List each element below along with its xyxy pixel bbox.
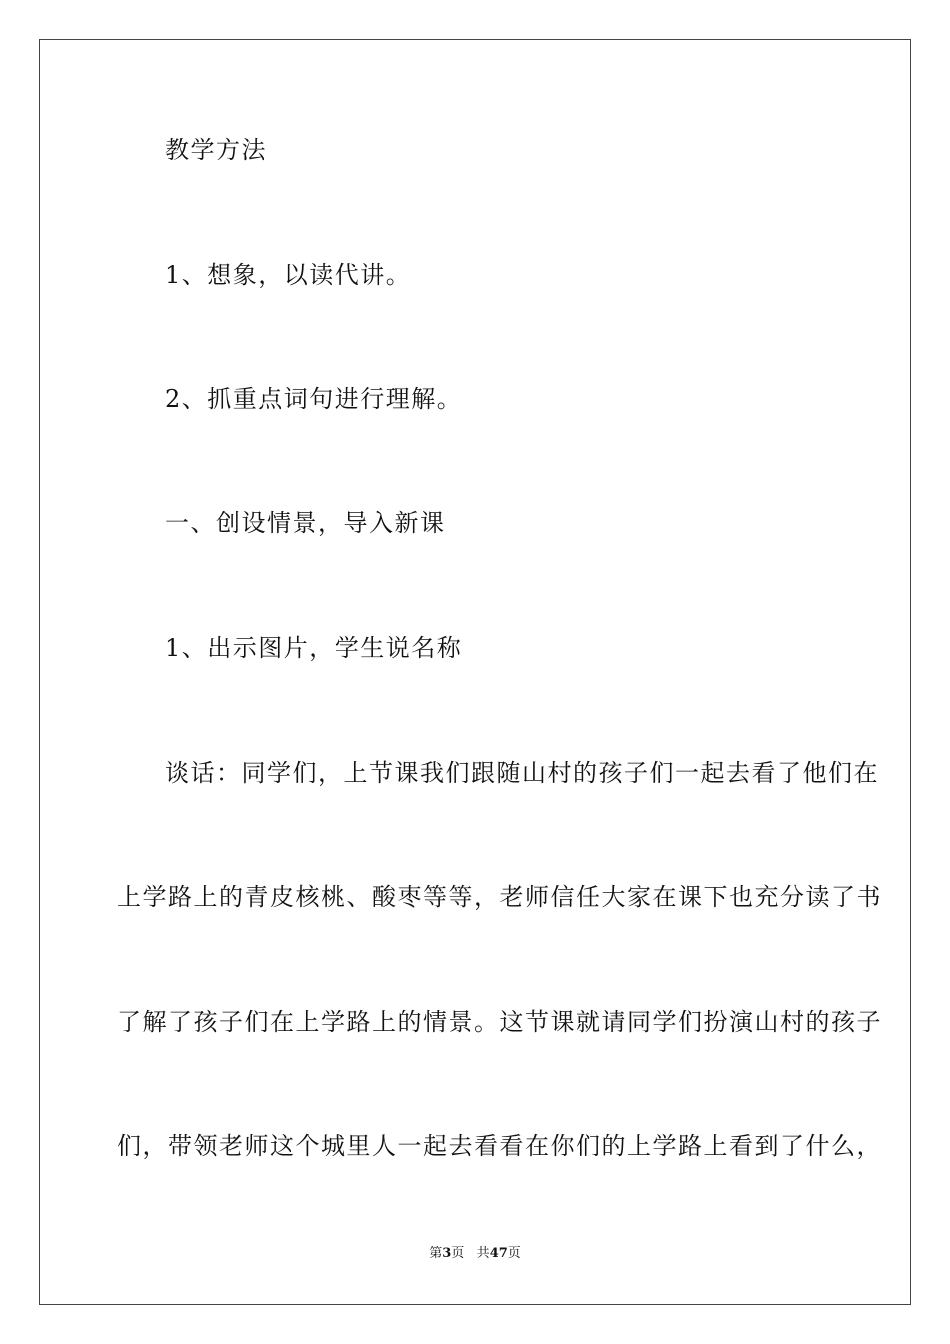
total-prefix: 共 — [476, 1246, 490, 1261]
method-item-2: 2、抓重点词句进行理解。 — [165, 385, 463, 413]
total-suffix: 页 — [507, 1246, 521, 1261]
step-item-1: 1、出示图片，学生说名称 — [165, 634, 463, 662]
page-border — [39, 39, 911, 1305]
paragraph-line-1: 谈话：同学们，上节课我们跟随山村的孩子们一起去看了他们在 — [165, 759, 879, 787]
page-prefix: 第 — [429, 1246, 443, 1261]
method-item-1: 1、想象，以读代讲。 — [165, 261, 412, 289]
page-number: 3 — [442, 1246, 452, 1261]
page-footer — [0, 1245, 950, 1263]
section-heading-1: 一、创设情景，导入新课 — [165, 509, 446, 537]
total-pages: 47 — [489, 1246, 508, 1261]
page-suffix: 页 — [451, 1246, 465, 1261]
heading-teaching-method: 教学方法 — [165, 136, 267, 164]
paragraph-line-2: 上学路上的青皮核桃、酸枣等等，老师信任大家在课下也充分读了书 — [117, 883, 882, 911]
paragraph-line-4: 们，带领老师这个城里人一起去看看在你们的上学路上看到了什么， — [117, 1132, 882, 1160]
paragraph-line-3: 了解了孩子们在上学路上的情景。这节课就请同学们扮演山村的孩子 — [117, 1008, 882, 1036]
